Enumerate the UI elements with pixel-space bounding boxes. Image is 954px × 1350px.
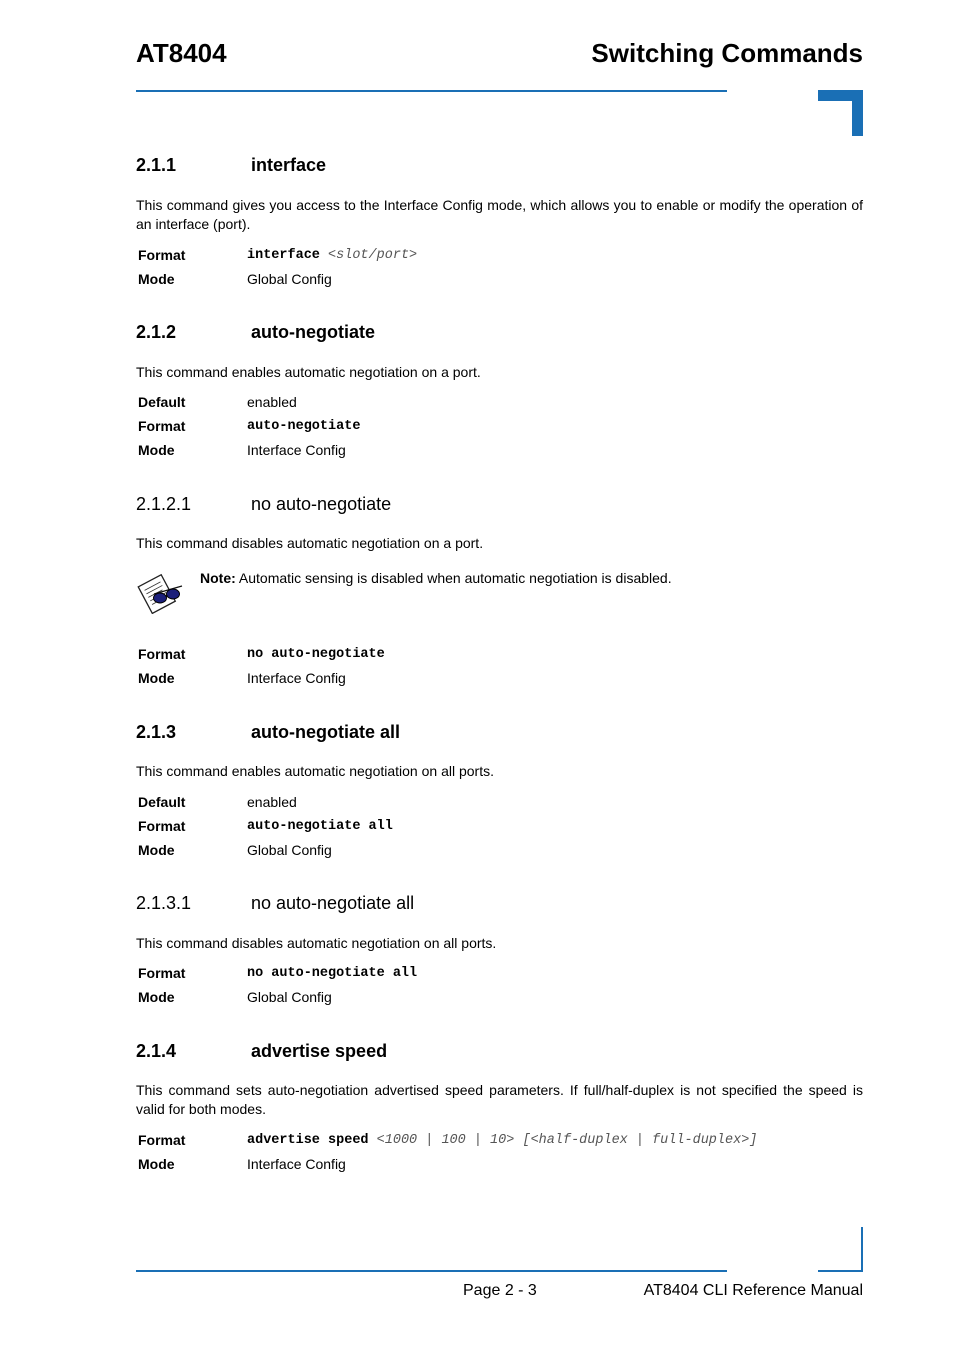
- header-corner-mark: [818, 90, 863, 136]
- mode-value: Global Config: [247, 989, 332, 1005]
- format-value: [247, 646, 385, 664]
- section-description: This command enables automatic negotiation on a port.: [136, 364, 481, 380]
- section-title: interface: [251, 155, 327, 175]
- mode-value: Global Config: [247, 842, 332, 858]
- manual-title: AT8404 CLI Reference Manual: [643, 1282, 863, 1299]
- note-body: Automatic sensing is disabled when automatic negotiation is disabled.: [235, 570, 672, 586]
- command-keyword: auto-negotiate: [247, 419, 361, 434]
- command-keyword: no auto-negotiate: [247, 647, 385, 662]
- subsection-title: no auto-negotiate: [251, 494, 392, 514]
- format-value: [247, 418, 360, 436]
- format-label: Format: [138, 965, 186, 981]
- section-description: This command sets auto-negotiation advertised speed parameters. If full/half-duplex is not specified the speed is valid for both modes.: [136, 1082, 863, 1117]
- mode-label: Mode: [138, 989, 175, 1005]
- command-keyword: interface: [247, 248, 320, 263]
- note-glasses-icon: [136, 568, 184, 614]
- default-label: Default: [138, 394, 186, 410]
- mode-label: Mode: [138, 1156, 175, 1172]
- format-value: [247, 247, 417, 265]
- page-number: Page 2 - 3: [463, 1282, 537, 1299]
- section-description: This command disables automatic negotiation on a port.: [136, 535, 484, 551]
- section-number: 2.1.4: [136, 1041, 177, 1061]
- mode-label: Mode: [138, 842, 175, 858]
- default-value: enabled: [247, 794, 297, 810]
- header-rule: [136, 90, 727, 92]
- footer-rule: [136, 1270, 727, 1272]
- note-text: [200, 569, 672, 587]
- format-label: Format: [138, 247, 186, 263]
- subsection-number: 2.1.3.1: [136, 893, 192, 913]
- mode-label: Mode: [138, 670, 175, 686]
- command-keyword: advertise speed: [247, 1133, 369, 1148]
- section-description: This command gives you access to the Interface Config mode, which allows you to enable or modify the operation of an interface (port).: [136, 197, 863, 232]
- format-label: Format: [138, 1132, 186, 1148]
- mode-value: Interface Config: [247, 442, 346, 458]
- section-title: auto-negotiate: [251, 322, 375, 342]
- section-description: This command enables automatic negotiation on all ports.: [136, 763, 494, 779]
- format-label: Format: [138, 646, 186, 662]
- header-product: AT8404: [136, 38, 227, 68]
- section-number: 2.1.3: [136, 722, 177, 742]
- format-label: Format: [138, 418, 186, 434]
- command-keyword: no auto-negotiate all: [247, 966, 418, 981]
- header-chapter: Switching Commands: [591, 38, 863, 68]
- section-title: auto-negotiate all: [251, 722, 401, 742]
- format-value: [247, 965, 417, 983]
- format-label: Format: [138, 818, 186, 834]
- mode-value: Interface Config: [247, 1156, 346, 1172]
- section-title: advertise speed: [251, 1041, 388, 1061]
- default-value: enabled: [247, 394, 297, 410]
- command-argument: <slot/port>: [328, 248, 418, 263]
- footer-corner-mark: [818, 1227, 863, 1272]
- default-label: Default: [138, 794, 186, 810]
- mode-value: Interface Config: [247, 670, 346, 686]
- section-description: This command disables automatic negotiation on all ports.: [136, 935, 497, 951]
- subsection-number: 2.1.2.1: [136, 494, 192, 514]
- section-number: 2.1.1: [136, 155, 177, 175]
- note-label: Note:: [200, 570, 236, 586]
- mode-value: Global Config: [247, 271, 332, 287]
- format-value: [247, 818, 393, 836]
- command-keyword: auto-negotiate all: [247, 819, 393, 834]
- command-argument: <1000 | 100 | 10> [<half-duplex | full-duplex>]: [376, 1133, 758, 1148]
- mode-label: Mode: [138, 442, 175, 458]
- mode-label: Mode: [138, 271, 175, 287]
- format-value: [247, 1132, 757, 1150]
- section-number: 2.1.2: [136, 322, 177, 342]
- subsection-title: no auto-negotiate all: [251, 893, 415, 913]
